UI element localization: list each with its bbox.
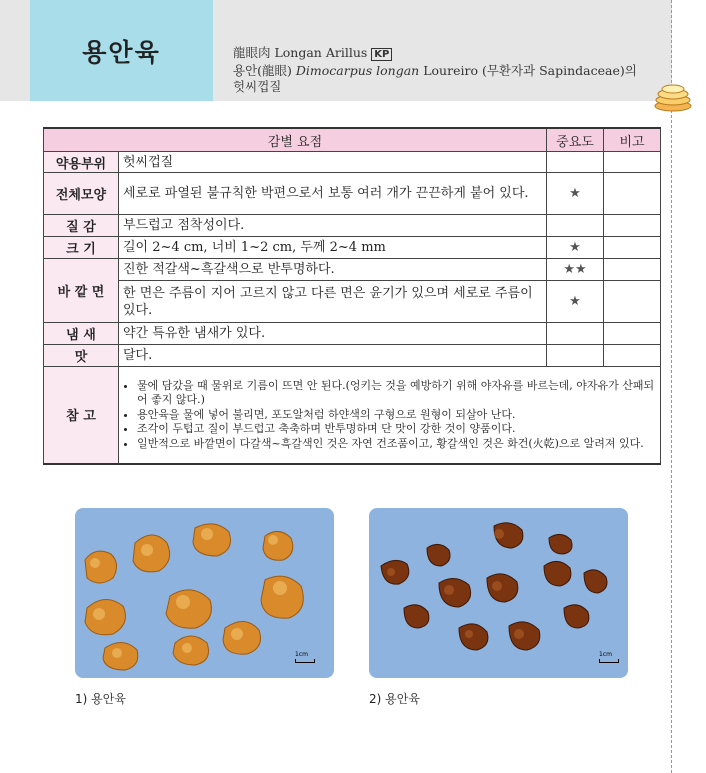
row-text: 한 면은 주름이 지어 고르지 않고 다른 면은 윤기가 있으며 세로로 주름이 있다. xyxy=(119,281,547,323)
row-stars: ★ xyxy=(547,237,604,259)
longan-pieces-illustration xyxy=(369,508,628,678)
row-text: 부드럽고 점착성이다. xyxy=(119,215,547,237)
header-description xyxy=(233,45,673,95)
table-row xyxy=(44,215,661,237)
row-stars xyxy=(547,323,604,345)
table-row xyxy=(44,323,661,345)
margin-dashed-line xyxy=(671,0,672,773)
note-item: • 조각이 두텁고 질이 부드럽고 축축하며 반투명하며 단 맛이 강한 것이 양품이다. xyxy=(137,422,656,437)
scale-label: 1cm xyxy=(599,651,612,658)
row-label: 약용부위 xyxy=(44,152,119,173)
row-stars: ★★ xyxy=(547,259,604,281)
row-stars xyxy=(547,215,604,237)
row-label: 크 기 xyxy=(44,237,119,259)
scale-label: 1cm xyxy=(295,651,308,658)
table-header-row xyxy=(44,128,661,152)
table-row xyxy=(44,281,661,323)
note-item: • 일반적으로 바깥면이 다갈색~흑갈색인 것은 자연 건조품이고, 황갈색인 것은 화건(火乾)으로 알려져 있다. xyxy=(137,437,656,452)
row-stars: ★ xyxy=(547,173,604,215)
note-item: • 물에 담갔을 때 물위로 기름이 뜨면 안 된다.(엉키는 것을 예방하기 위해 야자유를 바르는데, 야자유가 산패되어 좋지 않다.) xyxy=(137,379,656,408)
row-label: 냄 새 xyxy=(44,323,119,345)
row-stars xyxy=(547,152,604,173)
latin-name: 龍眼肉 Longan Arillus xyxy=(233,45,368,60)
row-remarks xyxy=(604,281,661,323)
row-label: 전체모양 xyxy=(44,173,119,215)
notes-cell xyxy=(119,367,661,464)
row-remarks xyxy=(604,323,661,345)
title-box xyxy=(30,0,213,101)
origin-line xyxy=(233,63,673,79)
photo-caption: 1) 용안육 xyxy=(75,692,126,706)
header-importance: 중요도 xyxy=(547,128,604,152)
row-label: 맛 xyxy=(44,345,119,367)
table-row xyxy=(44,237,661,259)
notes-list xyxy=(123,379,656,452)
scale-bar xyxy=(295,651,315,663)
row-remarks xyxy=(604,173,661,215)
photo-longan-dried-yellow xyxy=(75,508,334,678)
row-text: 길이 2~4 cm, 너비 1~2 cm, 두께 2~4 mm xyxy=(119,237,547,259)
row-text: 약간 특유한 냄새가 있다. xyxy=(119,323,547,345)
row-text: 헛씨껍질 xyxy=(119,152,547,173)
page-title: 용안육 xyxy=(82,37,161,67)
header-main: 감별 요점 xyxy=(44,128,547,152)
photo-caption: 2) 용안육 xyxy=(369,692,420,706)
notes-label: 참 고 xyxy=(44,367,119,464)
origin-suffix: Loureiro (무환자과 Sapindaceae)의 xyxy=(419,63,637,78)
scale-bar xyxy=(599,651,619,663)
row-text: 달다. xyxy=(119,345,547,367)
origin-species: Dimocarpus longan xyxy=(295,63,420,78)
photo-longan-dried-dark xyxy=(369,508,628,678)
latin-name-line xyxy=(233,45,673,63)
origin-part: 헛씨껍질 xyxy=(233,79,282,94)
origin-prefix: 용안(龍眼) xyxy=(233,63,296,78)
notes-row xyxy=(44,367,661,464)
row-label: 바 깥 면 xyxy=(44,259,119,323)
identification-table xyxy=(43,127,661,465)
row-stars: ★ xyxy=(547,281,604,323)
table-row xyxy=(44,152,661,173)
row-remarks xyxy=(604,215,661,237)
table-row xyxy=(44,345,661,367)
header-remarks: 비고 xyxy=(604,128,661,152)
row-text: 세로로 파열된 불규칙한 박편으로서 보통 여러 개가 끈끈하게 붙어 있다. xyxy=(119,173,547,215)
row-remarks xyxy=(604,152,661,173)
row-remarks xyxy=(604,345,661,367)
table-row xyxy=(44,259,661,281)
row-stars xyxy=(547,345,604,367)
book-stack-icon xyxy=(653,82,693,112)
note-item: • 용안육을 물에 넣어 불리면, 포도알처럼 하얀색의 구형으로 원형이 되살아 난다. xyxy=(137,408,656,423)
row-label: 질 감 xyxy=(44,215,119,237)
row-remarks xyxy=(604,259,661,281)
table-row xyxy=(44,173,661,215)
kp-badge: KP xyxy=(371,48,392,61)
row-remarks xyxy=(604,237,661,259)
row-text: 진한 적갈색~흑갈색으로 반투명하다. xyxy=(119,259,547,281)
